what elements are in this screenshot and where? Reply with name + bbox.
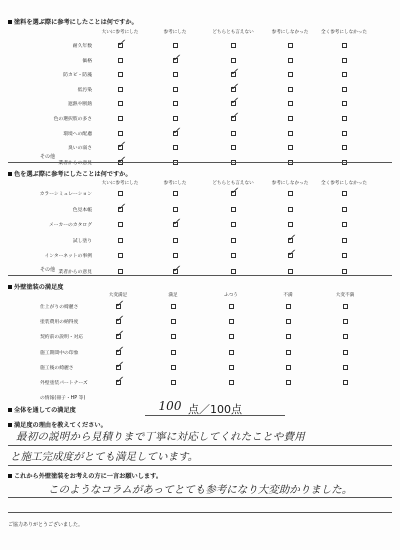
q1-checkbox[interactable] (173, 101, 178, 106)
q3-checkbox[interactable] (343, 334, 348, 339)
handwritten-check-mark: ✓ (115, 314, 124, 326)
reason-answer-line-2[interactable]: と施工完成度がとても満足しています。 (10, 451, 199, 463)
q3-row-label: 外壁塗装パートナーズ (40, 381, 88, 386)
q1-checkbox[interactable] (288, 131, 293, 136)
section-marker-icon (8, 408, 12, 412)
q3-checkbox[interactable] (229, 365, 234, 370)
q1-checkbox[interactable] (231, 131, 236, 136)
section-marker-icon (8, 423, 12, 427)
handwritten-check-mark: ✓ (115, 375, 124, 386)
q3-checkbox[interactable] (171, 365, 176, 370)
q1-checkbox[interactable] (342, 131, 347, 136)
q2-checkbox[interactable] (173, 191, 178, 196)
q2-title (8, 169, 132, 178)
q1-checkbox[interactable] (231, 58, 236, 63)
q3-checkbox[interactable] (343, 319, 348, 324)
q1-checkbox[interactable] (342, 116, 347, 121)
q1-checkbox[interactable] (173, 72, 178, 77)
handwritten-check-mark: ✓ (117, 140, 126, 152)
q3-row-label: 塗装費用の納得度 (40, 320, 79, 326)
q1-column-header: どちらとも言えない (212, 30, 254, 35)
q6-title-text: これから外壁塗装をお考えの方に一言お願いします。 (14, 473, 163, 480)
q2-column-header: 参考にした (163, 181, 187, 186)
q5-title (8, 420, 107, 429)
handwritten-check-mark: ✓ (172, 52, 181, 64)
q2-checkbox[interactable] (288, 222, 293, 227)
handwritten-check-mark: ✓ (115, 299, 124, 310)
q2-checkbox[interactable] (118, 269, 123, 274)
q1-title-text: 塗料を選ぶ際に参考にしたことは何ですか。 (14, 19, 138, 26)
q2-checkbox[interactable] (118, 222, 123, 227)
q1-other-line (8, 162, 392, 163)
q3-checkbox[interactable] (343, 365, 348, 370)
q3-column-header: 満足 (168, 293, 178, 298)
handwritten-check-mark: ✓ (117, 38, 126, 49)
q3-column-header: 大変不満 (335, 293, 355, 298)
q1-checkbox[interactable] (118, 72, 123, 77)
q1-row-label: 低汚染 (77, 87, 92, 93)
q3-checkbox[interactable] (343, 304, 348, 309)
q2-other-line (8, 275, 392, 276)
q1-checkbox[interactable] (173, 145, 178, 150)
q1-row-label: 防カビ・防藻 (63, 73, 92, 79)
q2-checkbox[interactable] (118, 191, 123, 196)
handwritten-check-mark: ✓ (287, 248, 296, 260)
q2-checkbox[interactable] (342, 191, 347, 196)
q2-checkbox[interactable] (288, 207, 293, 212)
q3-checkbox[interactable] (229, 350, 234, 355)
q1-row-label: 業者からの意見 (58, 160, 92, 166)
q1-checkbox[interactable] (288, 116, 293, 121)
q3-checkbox[interactable] (286, 319, 291, 324)
reason-rule-1 (8, 445, 392, 446)
q3-row-label: 仕上がりの綺麗さ (40, 305, 79, 310)
q1-row-label: 環境への配慮 (63, 131, 92, 137)
q3-checkbox[interactable] (229, 334, 234, 339)
section-marker-icon (8, 474, 12, 478)
handwritten-check-mark: ✓ (117, 201, 126, 213)
q2-checkbox[interactable] (342, 222, 347, 227)
handwritten-check-mark: ✓ (115, 344, 124, 356)
q3-title (8, 282, 64, 291)
q1-checkbox[interactable] (173, 87, 178, 92)
message-rule-2 (8, 512, 392, 513)
q3-checkbox[interactable] (229, 304, 234, 309)
q5-title-text: 満足度の理由を教えてください。 (14, 422, 107, 429)
q1-title (8, 17, 138, 26)
q3-row-label: 契約前の説明・対応 (40, 335, 84, 341)
handwritten-check-mark: ✓ (172, 125, 181, 137)
q2-row-label: インターネットの事例 (44, 254, 92, 260)
q3-checkbox[interactable] (171, 319, 176, 324)
q2-row-label: 色見本帳 (72, 207, 92, 213)
q2-checkbox[interactable] (342, 238, 347, 243)
q1-row-label: 価格 (82, 58, 92, 64)
handwritten-check-mark: ✓ (115, 359, 124, 371)
q2-checkbox[interactable] (231, 207, 236, 212)
reason-answer-line-1[interactable]: 最初の説明から見積りまで丁寧に対応してくれたことや費用 (16, 431, 305, 443)
q2-checkbox[interactable] (342, 207, 347, 212)
q1-checkbox[interactable] (231, 43, 236, 48)
q1-column-header: 参考にした (163, 30, 187, 35)
q3-checkbox[interactable] (171, 350, 176, 355)
q1-checkbox[interactable] (288, 145, 293, 150)
q3-checkbox[interactable] (171, 380, 176, 385)
message-answer-line[interactable]: このようなコラムがあってとても参考になり大変助かりました。 (48, 484, 353, 496)
q2-checkbox[interactable] (173, 253, 178, 258)
handwritten-check-mark: ✓ (172, 217, 181, 229)
q1-checkbox[interactable] (342, 58, 347, 63)
q3-checkbox[interactable] (229, 319, 234, 324)
q4-title (8, 405, 76, 414)
q1-column-header: 大いに参考にした (101, 30, 139, 35)
q1-checkbox[interactable] (118, 131, 123, 136)
overall-score-unit: 点／100点 (188, 403, 242, 416)
q2-row-label: 試し塗り (72, 238, 92, 244)
q2-checkbox[interactable] (118, 238, 123, 243)
section-marker-icon (8, 285, 12, 289)
q3-row-label: の情報(冊子・HP 等) (40, 396, 86, 402)
q3-title-text: 外壁塗装の満足度 (14, 284, 64, 291)
q2-checkbox[interactable] (342, 269, 347, 274)
q1-checkbox[interactable] (288, 58, 293, 63)
q3-checkbox[interactable] (286, 365, 291, 370)
q2-row-label: メーカーのカタログ (48, 223, 92, 229)
handwritten-check-mark: ✓ (287, 232, 296, 244)
q4-title-text: 全体を通しての満足度 (14, 407, 76, 414)
handwritten-check-mark: ✓ (230, 96, 239, 108)
section-marker-icon (8, 20, 12, 24)
q3-checkbox[interactable] (229, 380, 234, 385)
q2-row-label: カラーシミュレーション (39, 192, 92, 197)
q1-row-label: 遮熱や断熱 (68, 102, 92, 108)
q2-column-header: 参考にしなかった (271, 181, 309, 186)
q2-checkbox[interactable] (173, 238, 178, 243)
thank-you-footer: ご協力ありがとうございました。 (8, 522, 84, 528)
overall-score-value[interactable]: 100 (158, 399, 182, 413)
q1-checkbox[interactable] (342, 101, 347, 106)
q3-column-header: ふつう (224, 293, 238, 298)
q1-checkbox[interactable] (118, 101, 123, 106)
q2-checkbox[interactable] (118, 253, 123, 258)
handwritten-check-mark: ✓ (230, 111, 239, 122)
q3-checkbox[interactable] (286, 380, 291, 385)
q3-checkbox[interactable] (171, 334, 176, 339)
q2-column-header: どちらとも言えない (212, 181, 254, 186)
q1-checkbox[interactable] (288, 72, 293, 77)
handwritten-check-mark: ✓ (172, 264, 181, 275)
q1-checkbox[interactable] (342, 87, 347, 92)
q1-checkbox[interactable] (342, 145, 347, 150)
q2-column-header: 全く参考にしなかった (321, 181, 367, 186)
q1-checkbox[interactable] (118, 58, 123, 63)
q2-checkbox[interactable] (231, 269, 236, 274)
q1-checkbox[interactable] (288, 87, 293, 92)
q2-column-header: 大いに参考にした (101, 181, 139, 186)
q3-checkbox[interactable] (171, 304, 176, 309)
q1-checkbox[interactable] (231, 145, 236, 150)
q1-checkbox[interactable] (173, 116, 178, 121)
handwritten-check-mark: ✓ (117, 154, 126, 166)
q3-checkbox[interactable] (286, 350, 291, 355)
handwritten-check-mark: ✓ (230, 81, 239, 93)
q3-checkbox[interactable] (286, 304, 291, 309)
q1-column-header: 全く参考にしなかった (321, 30, 367, 35)
q2-checkbox[interactable] (231, 253, 236, 258)
q3-checkbox[interactable] (286, 334, 291, 339)
q1-checkbox[interactable] (118, 116, 123, 121)
q2-checkbox[interactable] (231, 238, 236, 243)
q3-checkbox[interactable] (343, 350, 348, 355)
q3-column-header: 不満 (283, 293, 293, 298)
message-rule-1 (8, 497, 392, 498)
q1-other-label: その他 (40, 154, 56, 160)
q1-checkbox[interactable] (342, 43, 347, 48)
q1-row-label: 耐久年数 (72, 44, 92, 49)
handwritten-check-mark: ✓ (115, 329, 124, 341)
q1-column-header: 参考にしなかった (271, 30, 309, 35)
q2-checkbox[interactable] (231, 222, 236, 227)
q3-column-header: 大変満足 (108, 293, 128, 298)
q2-row-label: 業者からの意見 (58, 270, 92, 275)
q2-checkbox[interactable] (342, 253, 347, 258)
q1-checkbox[interactable] (288, 43, 293, 48)
q3-row-label: 施工期間中の印象 (40, 350, 79, 356)
q3-row-label: 施工後の綺麗さ (40, 365, 74, 371)
q3-checkbox[interactable] (343, 380, 348, 385)
q2-checkbox[interactable] (288, 191, 293, 196)
q2-checkbox[interactable] (173, 207, 178, 212)
q2-other-label: その他 (40, 267, 56, 273)
q1-row-label: 色の選択肢の多さ (53, 117, 92, 122)
q1-checkbox[interactable] (173, 43, 178, 48)
handwritten-check-mark: ✓ (230, 186, 239, 197)
score-underline (145, 415, 285, 416)
q1-row-label: 臭いの弱さ (68, 146, 92, 152)
q2-title-text: 色を選ぶ際に参考にしたことは何ですか。 (14, 171, 132, 178)
q1-checkbox[interactable] (118, 87, 123, 92)
q6-title (8, 471, 162, 480)
handwritten-check-mark: ✓ (230, 67, 239, 79)
q1-checkbox[interactable] (288, 101, 293, 106)
reason-rule-2 (8, 465, 392, 466)
q2-checkbox[interactable] (288, 269, 293, 274)
q1-checkbox[interactable] (342, 72, 347, 77)
section-marker-icon (8, 172, 12, 176)
